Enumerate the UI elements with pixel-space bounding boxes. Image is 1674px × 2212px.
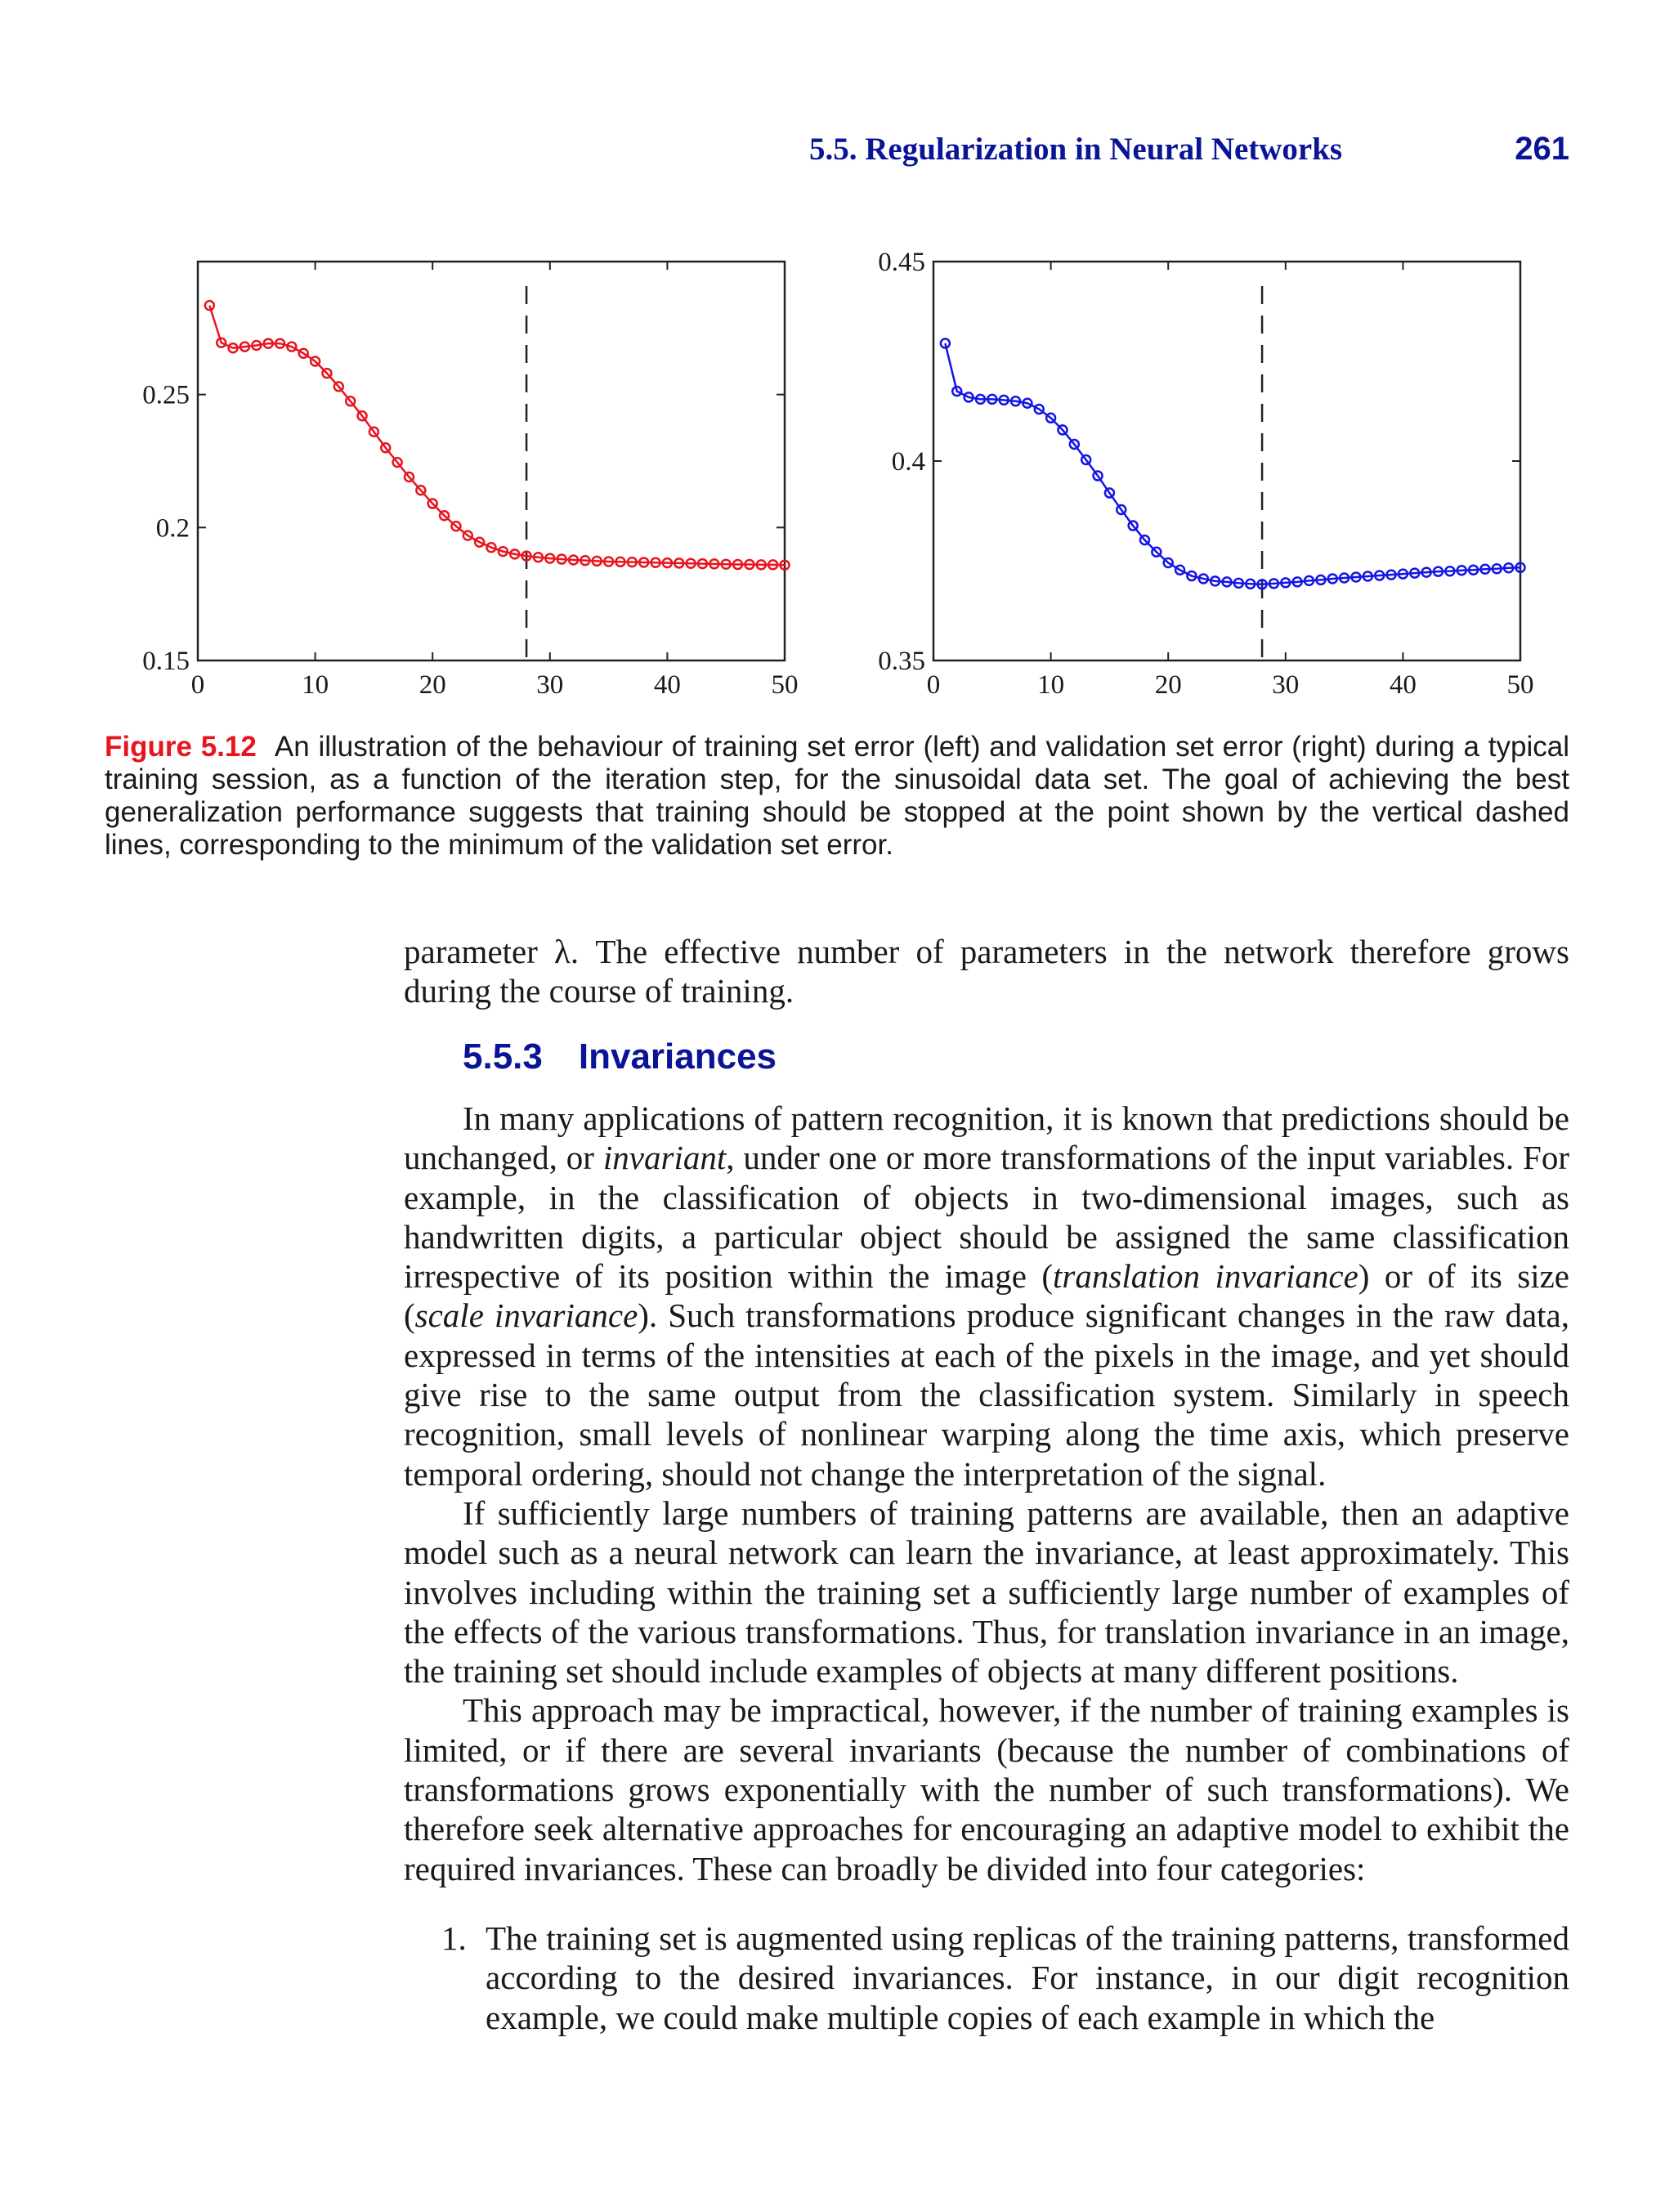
train-xtick-label: 0 (190, 670, 205, 700)
section-heading (463, 1037, 777, 1077)
paragraph-alternatives: This approach may be impractical, however, if the number of training examples is limited, or if there are several invariants (because the number of combinations of transformations grows exponentially with the number of such transformations). We therefore seek alternative approaches for encouraging an adaptive model to exhibit the required invariances. These can broadly be divided into four categories: (404, 1691, 1569, 1887)
page-header (809, 131, 1569, 177)
valid-plot-frame (933, 262, 1520, 660)
section-body (404, 1099, 1569, 1888)
continuation-text: parameter λ. The effective number of parameters in the network therefore grows during the course of training. (404, 933, 1569, 1010)
train-xtick-label: 10 (302, 670, 329, 700)
valid-ytick-label: 0.35 (878, 647, 925, 676)
caption-text: An illustration of the behaviour of training set error (left) and validation set error (right) during a typical training session, as a function of the iteration step, for the sinusoidal data set. The goal of achieving the best generalization performance suggests that training should be stopped at the point shown by the vertical dashed lines, corresponding to the minimum of the validation set error. (105, 731, 1569, 861)
para1-text-g: ). Such transformations produce significant changes in the raw data, expressed in terms of the intensities at each of the pixels in the image, and yet should give rise to the same output from the classification system. Similarly in speech recognition, small levels of nonlinear warping along the time axis, which preserve temporal ordering, should not change the interpretation of the signal. (404, 1296, 1569, 1493)
list-item-text: The training set is augmented using replicas of the training patterns, transformed according to the desired invariances. For instance, in our digit recognition example, we could make multiple copies of each example in which the (486, 1919, 1569, 2036)
running-head: 5.5. Regularization in Neural Networks (809, 132, 1343, 167)
train-xtick-label: 30 (536, 670, 564, 700)
train-ytick-label: 0.25 (142, 380, 190, 410)
list-item (441, 1919, 1569, 2037)
train-xtick-label: 40 (653, 670, 681, 700)
training-error-chart (114, 245, 801, 719)
train-ytick-label: 0.2 (155, 513, 190, 544)
validation-error-chart (850, 245, 1537, 719)
valid-xtick-label: 30 (1272, 670, 1300, 700)
section-number: 5.5.3 (463, 1037, 543, 1077)
valid-ytick-label: 0.4 (891, 447, 925, 477)
paragraph-large-data: If sufficiently large numbers of training patterns are available, then an adaptive model such as a neural network can learn the invariance, at least approximately. This involves including within the training set a sufficiently large number of examples of the effects of the various transformations. Thus, for translation invariance in an image, the training set should include examples of objects at many different positions. (404, 1493, 1569, 1690)
list-marker: 1. (441, 1919, 467, 1957)
page-number: 261 (1515, 131, 1569, 167)
train-xtick-label: 20 (418, 670, 446, 700)
train-ytick-label: 0.15 (142, 647, 190, 676)
figure-label: Figure 5.12 (105, 731, 257, 763)
figure-caption (105, 731, 1569, 862)
para1-emph-translation: translation invariance (1053, 1257, 1358, 1296)
training-error-plot (114, 245, 801, 719)
validation-error-plot (850, 245, 1537, 719)
valid-xtick-label: 40 (1389, 670, 1417, 700)
para1-emph-scale: scale invariance (414, 1296, 638, 1335)
valid-xtick-label: 10 (1037, 670, 1065, 700)
para1-text-c: , under one or more transformations of the input variables. For example, in the classification of objects in two-dimensional images, such as handwritten digits, a particular object should be assigned the same classification irrespective of its position within the image ( (404, 1139, 1569, 1296)
continuation-paragraph (404, 932, 1569, 1011)
para1-emph-invariant: invariant (602, 1139, 727, 1177)
para1-text-a: In many applications of pattern recognition, it is known that predictions should be unchanged, or (404, 1099, 1569, 1177)
valid-xtick-label: 20 (1154, 670, 1182, 700)
paragraph-invariance-intro (404, 1099, 1569, 1493)
train-plot-frame (198, 262, 785, 660)
section-title: Invariances (578, 1037, 777, 1077)
train-xtick-label: 50 (771, 670, 799, 700)
valid-ytick-label: 0.45 (878, 248, 925, 277)
valid-xtick-label: 50 (1506, 670, 1534, 700)
valid-xtick-label: 0 (926, 670, 941, 700)
para1-text-e: ) or of its size ( (404, 1257, 1569, 1335)
